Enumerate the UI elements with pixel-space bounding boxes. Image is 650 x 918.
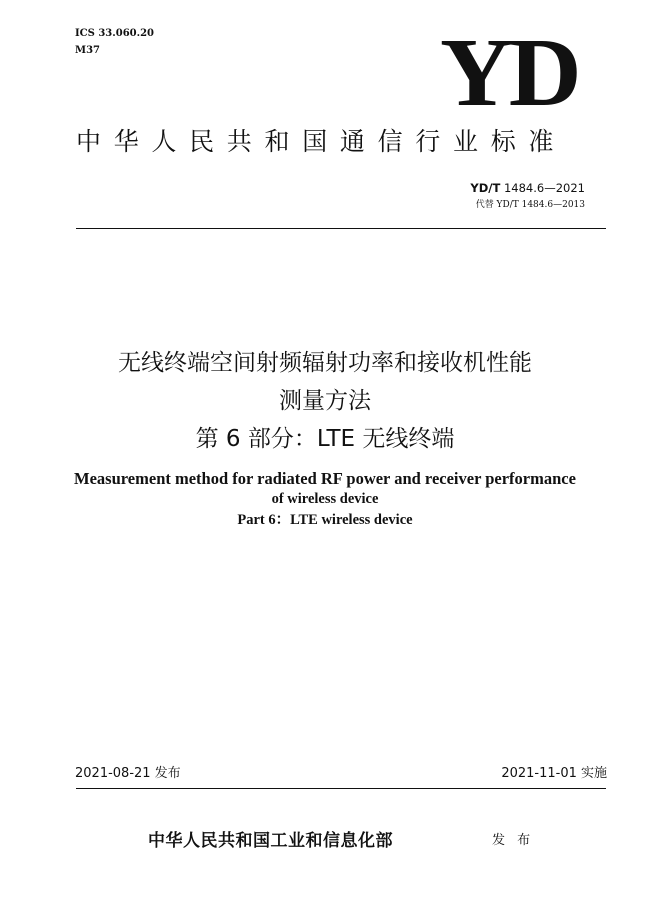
- standard-number-code: YD/T: [470, 181, 501, 195]
- chinese-title-line-2: 测量方法: [279, 388, 371, 414]
- english-title-line-2: of wireless device: [271, 491, 379, 507]
- classification-code: M37: [75, 45, 100, 56]
- release-label: 发 布: [492, 833, 535, 848]
- header-divider: [76, 228, 606, 229]
- english-title-line-1: Measurement method for radiated RF power and receiver performance: [74, 469, 576, 488]
- replaces-standard: 代替 YD/T 1484.6—2013: [475, 200, 585, 210]
- english-title-part: Part 6：LTE wireless device: [237, 512, 413, 528]
- footer-divider: [76, 788, 606, 789]
- chinese-title-line-1: 无线终端空间射频辐射功率和接收机性能: [118, 350, 532, 376]
- yd-logo: YD: [440, 19, 578, 127]
- industry-standard-title: 中华人民共和国通信行业标准: [76, 127, 567, 156]
- standard-number-value: 1484.6—2021: [500, 181, 585, 195]
- issue-date: 2021-08-21 发布: [75, 766, 181, 781]
- implementation-date: 2021-11-01 实施: [501, 766, 607, 781]
- issuing-authority: 中华人民共和国工业和信息化部: [148, 831, 393, 851]
- standard-number: [470, 181, 585, 196]
- chinese-title-part: 第 6 部分：LTE 无线终端: [195, 426, 455, 452]
- ics-code: ICS 33.060.20: [75, 28, 155, 39]
